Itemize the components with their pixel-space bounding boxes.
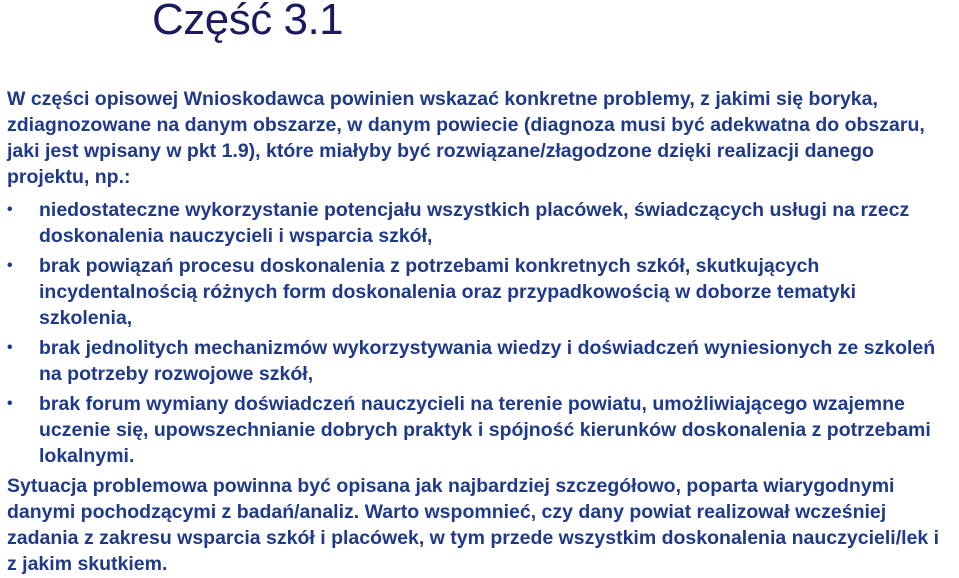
list-item-text: brak forum wymiany doświadczeń nauczycieli na terenie powiatu, umożliwiającego wzajemne uczenie się, upowszechnianie dobrych praktyk i spójność kierunków doskonalenia z potrzebami lokalnymi.	[39, 393, 931, 467]
list-item-text: niedostateczne wykorzystanie potencjału wszystkich placówek, świadczących usługi na rzecz doskonalenia nauczycieli i wsparcia szkół,	[39, 199, 910, 247]
outro-paragraph: Sytuacja problemowa powinna być opisana jak najbardziej szczegółowo, poparta wiarygodnymi danymi pochodzącymi z badań/analiz. Warto wspomnieć, czy dany powiat realizował wcześniej zadania z zakresu wsparcia szkół i placówek, w tym przede wszystkim doskonalenia nauczycieli/lek i z jakim skutkiem.	[7, 475, 940, 575]
list-item	[7, 335, 952, 387]
intro-paragraph: W części opisowej Wnioskodawca powinien wskazać konkretne problemy, z jakimi się boryka, zdiagnozowane na danym obszarze, w danym powiecie (diagnoza musi być adekwatna do obszaru, jaki jest wpisany w pkt 1.9), które miałyby być rozwiązane/złagodzone dzięki realizacji danego projektu, np.:	[7, 88, 925, 188]
list-item	[7, 253, 952, 331]
list-item-text: brak powiązań procesu doskonalenia z potrzebami konkretnych szkół, skutkujących incydentalnością różnych form doskonalenia oraz przypadkowością w doborze tematyki szkolenia,	[39, 255, 857, 329]
problem-list	[7, 197, 952, 469]
bullet-icon: •	[7, 395, 13, 412]
list-item	[7, 197, 952, 249]
slide-content	[7, 86, 952, 577]
slide-title: Część 3.1	[152, 0, 344, 44]
list-item	[7, 391, 952, 469]
bullet-icon: •	[7, 201, 13, 218]
list-item-text: brak jednolitych mechanizmów wykorzystywania wiedzy i doświadczeń wyniesionych ze szkoleń na potrzeby rozwojowe szkół,	[39, 337, 936, 385]
bullet-icon: •	[7, 339, 13, 356]
bullet-icon: •	[7, 257, 13, 274]
